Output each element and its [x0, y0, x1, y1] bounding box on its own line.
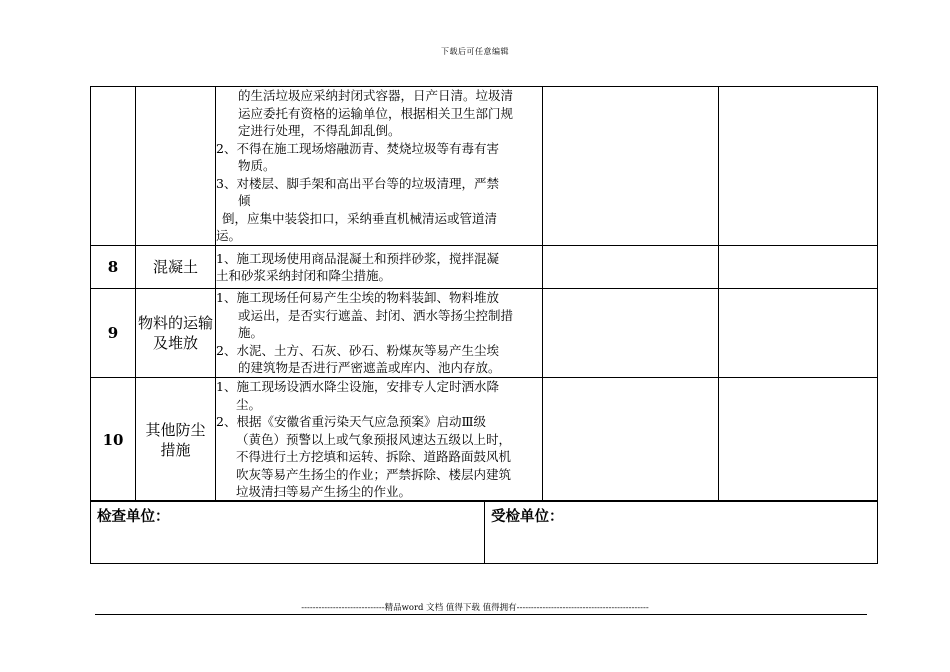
remark-cell[interactable] — [719, 378, 878, 502]
content-line: 倾 — [238, 193, 251, 209]
inspected-unit-cell[interactable] — [485, 501, 878, 564]
row-item: 混凝土 — [136, 246, 216, 289]
content-line: 尘。 — [236, 396, 262, 412]
content-line: 3、对楼层、脚手架和高出平台等的垃圾清理，严禁 — [216, 175, 499, 191]
content-line: 2、根据《安徽省重污染天气应急预案》启动Ⅲ级 — [216, 414, 487, 430]
result-cell[interactable] — [543, 87, 719, 246]
row-content — [216, 289, 543, 378]
page-footer-text: -----------------------------精品word 文档 值得下载 值得拥有---------------------------------------------- — [301, 603, 649, 613]
content-line: （黄色）预警以上或气象预报风速达五级以上时， — [236, 431, 512, 447]
result-cell[interactable] — [543, 246, 719, 289]
row-item — [136, 87, 216, 246]
table-row — [91, 87, 878, 246]
row-number — [91, 87, 136, 246]
content-line: 定进行处理，不得乱卸乱倒。 — [238, 123, 401, 139]
content-line: 2、不得在施工现场熔融沥青、焚烧垃圾等有毒有害 — [216, 140, 499, 156]
row-content — [216, 87, 543, 246]
footer-divider — [95, 614, 867, 615]
content-line: 或运出，是否实行遮盖、封闭、洒水等扬尘控制措 — [238, 307, 514, 323]
content-line: 2、水泥、土方、石灰、砂石、粉煤灰等易产生尘埃 — [216, 342, 499, 358]
table-row — [91, 289, 878, 378]
table-row — [91, 378, 878, 502]
content-line: 土和砂浆采纳封闭和降尘措施。 — [216, 268, 392, 283]
result-cell[interactable] — [543, 289, 719, 378]
row-content — [216, 378, 543, 502]
remark-cell[interactable] — [719, 246, 878, 289]
result-cell[interactable] — [543, 378, 719, 502]
row-item: 物料的运输及堆放 — [136, 289, 216, 378]
row-number: 9 — [91, 289, 136, 378]
row-item: 其他防尘 措施 — [136, 378, 216, 502]
content-line: 物质。 — [238, 158, 276, 174]
inspect-unit-cell[interactable] — [91, 501, 485, 564]
inspected-unit-label: 受检单位： — [491, 508, 564, 525]
page-header-note: 下载后可任意编辑 — [441, 47, 509, 56]
content-line: 1、施工现场设洒水降尘设施，安排专人定时洒水降 — [216, 379, 499, 395]
remark-cell[interactable] — [719, 87, 878, 246]
content-line: 的建筑物是否进行严密遮盖或库内、池内存放。 — [238, 360, 501, 376]
table-row — [91, 246, 878, 289]
row-number: 8 — [91, 246, 136, 289]
content-line: 吹灰等易产生扬尘的作业；严禁拆除、楼层内建筑 — [236, 466, 512, 482]
content-line: 1、施工现场使用商品混凝土和预拌砂浆，搅拌混凝 — [216, 250, 499, 266]
content-line: 施。 — [238, 325, 264, 341]
content-line: 1、施工现场任何易产生尘埃的物料装卸、物料堆放 — [216, 290, 499, 306]
content-line: 的生活垃圾应采纳封闭式容器，日产日清。垃圾清 — [238, 88, 514, 104]
content-line: 垃圾清扫等易产生扬尘的作业。 — [236, 484, 412, 500]
content-line: 倒，应集中装袋扣口，采纳垂直机械清运或管道清 — [222, 210, 498, 226]
content-line: 运应委托有资格的运输单位，根据相关卫生部门规 — [238, 105, 514, 121]
row-content — [216, 246, 543, 289]
signature-table — [90, 500, 878, 564]
content-line: 运。 — [216, 228, 242, 244]
remark-cell[interactable] — [719, 289, 878, 378]
content-line: 不得进行土方挖填和运转、拆除、道路路面鼓风机 — [236, 449, 512, 465]
row-number: 10 — [91, 378, 136, 502]
inspection-table — [90, 86, 878, 502]
inspect-unit-label: 检查单位： — [97, 508, 170, 525]
